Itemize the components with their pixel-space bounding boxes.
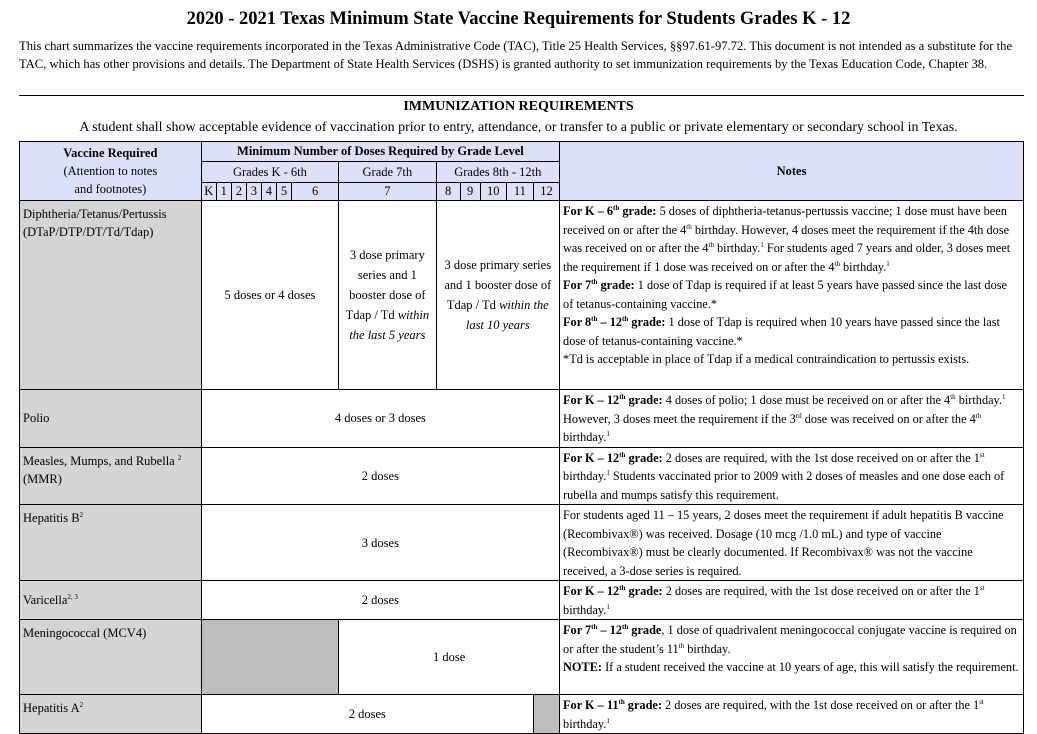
footnote-ref: 2 — [177, 453, 182, 462]
grade-cell-6: 6 — [291, 182, 338, 200]
vaccine-name-line: Measles, Mumps, and Rubella — [23, 453, 175, 468]
note-varicella: For K – 12th grade: 2 doses are required, with the 1st dose received on or after the 1st birthday.$^1$ — [560, 581, 1024, 620]
dose-text-italic: within the last 10 years — [465, 298, 549, 332]
not-required-cell — [533, 695, 559, 734]
vaccine-header-sub1: (Attention to notes — [63, 164, 158, 178]
section-text: A student shall show acceptable evidence of vaccination prior to entry, attendance, or transfer to a public or private elementary or secondary school in Texas. — [79, 120, 958, 135]
table-row-polio — [20, 390, 1024, 448]
table-row-mmr — [20, 447, 1024, 505]
grade-cell-4: 4 — [261, 182, 276, 200]
grade-cell-3: 3 — [246, 182, 261, 200]
grade-cell-1: 1 — [216, 182, 231, 200]
vaccine-name-hepb: Hepatitis $B^2$ — [20, 505, 202, 581]
grade-group-8-12: Grades 8th - 12th — [436, 162, 560, 182]
vaccine-column-header — [20, 142, 202, 201]
document-title: 2020 - 2021 Texas Minimum State Vaccine Requirements for Students Grades K - 12 — [186, 9, 851, 29]
footnote-ref: 2, 3 — [67, 592, 78, 601]
note-hepb: For students aged 11 – 15 years, 2 doses meet the requirement if adult hepatitis B vaccine (Recombivax®) was received. Dosage (10 mcg /1.0 mL) and type of vaccine (Recombivax®) must be clearly documented. If Recombivax® was not the vaccine received, a 3-dose series is required. — [560, 505, 1024, 581]
vaccine-name-line: (DTaP/DTP/DT/Td/Tdap) — [23, 225, 154, 239]
dose-hepa: 2 doses — [201, 695, 533, 734]
vaccine-name-line: (MMR) — [23, 471, 62, 486]
note-dtap-k6: For K – 6th grade: 5 doses of diphtheria-tetanus-pertussis vaccine; 1 dose must have been received on or after the 4th birthday. However, 4 doses meet the requirement if the 4th dose was received on or after the 4th birthday.$^1$ For students aged 7 years and older, 3 doses meet the requirement if 1 dose was received on or after the 4th birthday.$^1$ — [563, 203, 1011, 274]
note-mmr: For K – 12th grade: 2 doses are required, with the 1st dose received on or after the 1st birthday.$^1$ Students vaccinated prior to 2009 with 2 doses of measles and one dose each of rubella and mumps satisfy this requirement. — [560, 447, 1024, 505]
grade-cell-10: 10 — [480, 182, 506, 200]
note-polio: For K – 12th grade: 4 doses of polio; 1 dose must be received on or after the 4th birthday.$^1$ However, 3 doses meet the requirement if the 3rd dose was received on or after the 4th birthday.$^1$ — [560, 390, 1024, 448]
grade-cell-11: 11 — [506, 182, 533, 200]
dose-varicella: 2 doses — [201, 581, 559, 620]
note-dtap-td: *Td is acceptable in place of Tdap if a medical contraindication to pertussis exists. — [563, 352, 970, 366]
grade-group-7: Grade 7th — [339, 162, 436, 182]
section-title: IMMUNIZATION REQUIREMENTS — [403, 99, 634, 114]
table-row-dtap — [20, 201, 1024, 390]
vaccine-header-title: Vaccine Required — [63, 146, 158, 160]
note-dtap-7: For 7th grade: 1 dose of Tdap is required if at least 5 years have passed since the last dose of tetanus-containing vaccine.* — [563, 277, 1007, 311]
footnote-ref: 2 — [79, 700, 84, 709]
not-required-cell — [201, 620, 338, 695]
intro-paragraph: This chart summarizes the vaccine requirements incorporated in the Texas Administrative Code (TAC), Title 25 Health Services, §§97.61-97.72. This document is not intended as a substitute for the TAC, which has other provisions and details. The Department of State Health Services (DSHS) is granted authority to set immunization requirements by the Texas Education Code, Chapter 38. — [19, 39, 1013, 71]
vaccine-header-sub2: and footnotes) — [74, 182, 147, 196]
table-row-mcv4 — [20, 620, 1024, 695]
dose-mmr: 2 doses — [201, 447, 559, 505]
divider-rule — [19, 95, 1024, 96]
vaccine-name-mmr — [20, 447, 202, 505]
table-row-hepb — [20, 505, 1024, 581]
notes-header: Notes — [560, 142, 1024, 201]
min-doses-header: Minimum Number of Doses Required by Grade Level — [201, 142, 559, 162]
table-row-varicella — [20, 581, 1024, 620]
note-hepa: For K – 11th grade: 2 doses are required, with the 1st dose received on or after the 1st birthday.$^1$ — [560, 695, 1024, 734]
vaccine-name-hepa: Hepatitis $A^2$ — [20, 695, 202, 734]
grade-cell-2: 2 — [231, 182, 246, 200]
dose-mcv4: 1 dose — [339, 620, 560, 695]
grade-cell-8: 8 — [436, 182, 460, 200]
dose-text: 3 dose primary series and 1 booster dose of Tdap / Td — [345, 248, 426, 322]
vaccine-name-line: Diphtheria/Tetanus/Pertussis — [23, 207, 167, 221]
dose-text: 3 dose primary series and 1 booster dose of Tdap / Td — [444, 258, 552, 312]
vaccine-name-varicella: Varicella$^{2, 3}$ — [20, 581, 202, 620]
grade-cell-9: 9 — [460, 182, 480, 200]
requirements-table — [19, 141, 1024, 734]
table-row-hepa — [20, 695, 1024, 734]
dose-polio: 4 doses or 3 doses — [201, 390, 559, 448]
grade-cell-k: K — [201, 182, 216, 200]
dose-text-italic: within the last 5 years — [349, 308, 430, 342]
dose-dtap-7 — [339, 201, 436, 390]
grade-cell-7: 7 — [339, 182, 436, 200]
dose-dtap-8-12 — [436, 201, 560, 390]
grade-group-k6: Grades K - 6th — [201, 162, 338, 182]
vaccine-name-dtap — [20, 201, 202, 390]
grade-cell-5: 5 — [276, 182, 291, 200]
note-dtap-8-12: For 8th – 12th grade: 1 dose of Tdap is required when 10 years have passed since the last dose of tetanus-containing vaccine.* — [563, 314, 1000, 348]
vaccine-name-mcv4: Meningococcal (MCV4) — [20, 620, 202, 695]
grade-cell-12: 12 — [533, 182, 559, 200]
dose-hepb: 3 doses — [201, 505, 559, 581]
vaccine-name-polio: Polio — [20, 390, 202, 448]
note-dtap — [560, 201, 1024, 390]
footnote-ref: 2 — [79, 510, 84, 519]
note-mcv4: For 7th – 12th grade, 1 dose of quadrivalent meningococcal conjugate vaccine is required on or after the student’s 11th birthday. NOTE: If a student received the vaccine at 10 years of age, this will satisfy the requirement. — [560, 620, 1024, 695]
dose-dtap-k6: 5 doses or 4 doses — [201, 201, 338, 390]
